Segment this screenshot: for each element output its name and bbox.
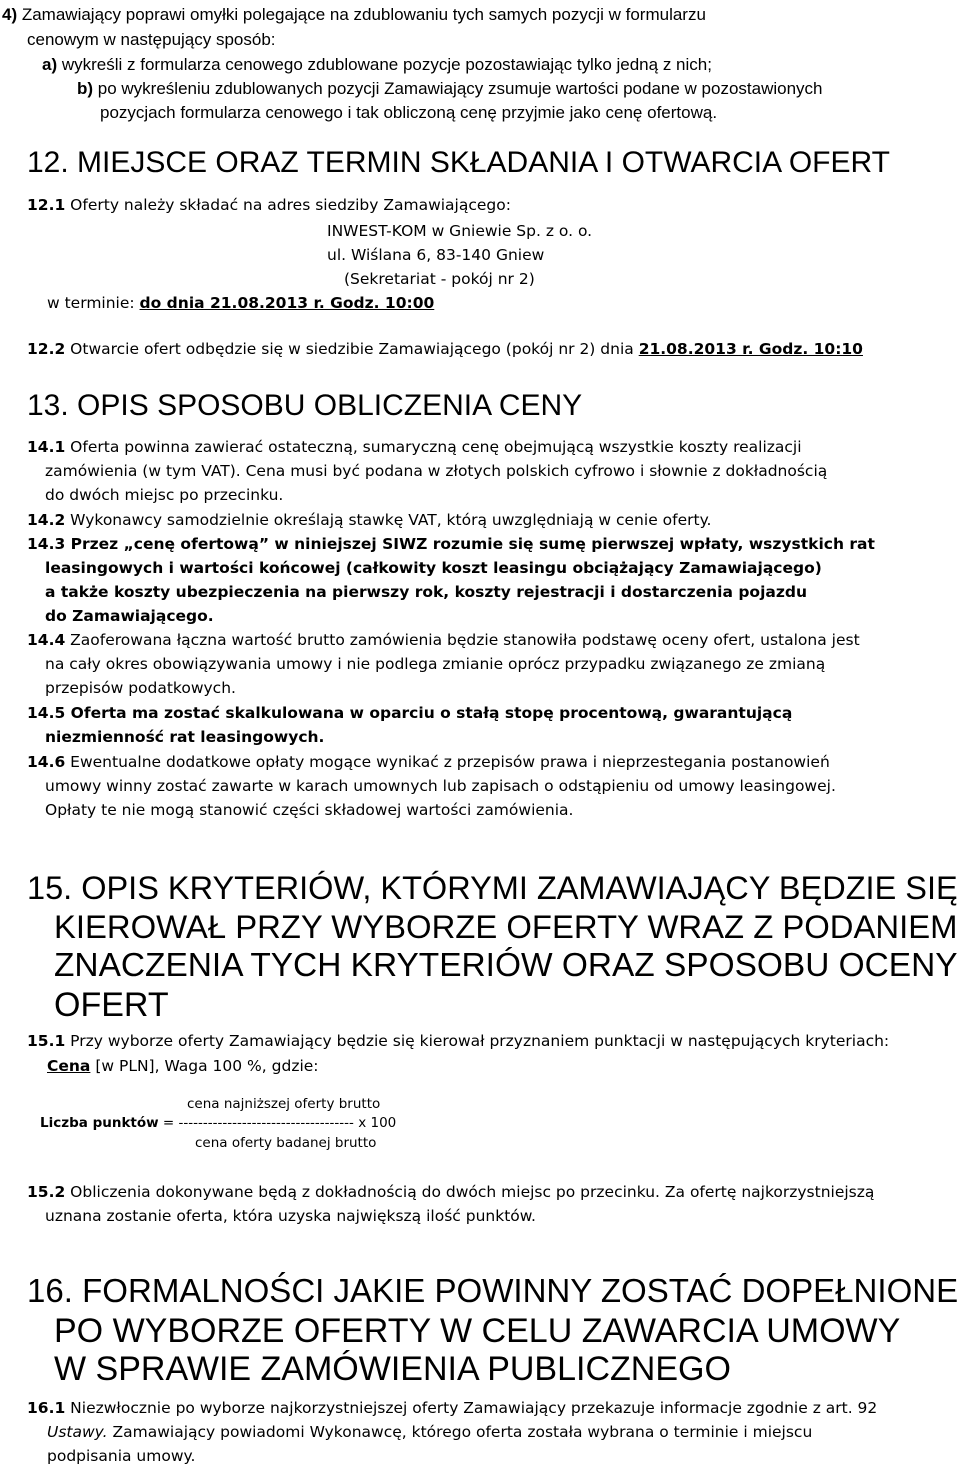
point-4-line2: cenowym w następujący sposób: [27,30,276,49]
formula-line [40,1117,396,1131]
para-14-2-text: Wykonawcy samodzielnie określają stawkę VAT, którą uwzględniają w cenie oferty. [65,511,712,529]
para-15-1-text: Przy wyborze oferty Zamawiający będzie się kierował przyznaniem punktacji w następujących kryteriach: [65,1032,890,1050]
para-15-2-number: 15.2 [27,1183,66,1201]
para-15-2-text: Obliczenia dokonywane będą z dokładnością do dwóch miejsc po przecinku. Za ofertę najkorzystniejszą [65,1183,875,1201]
formula-denominator: cena oferty badanej brutto [195,1135,377,1151]
formula-numerator: cena najniższej oferty brutto [187,1096,381,1112]
point-4a-text: wykreśli z formularza cenowego zdublowane pozycje pozostawiając tylko jedną z nich; [57,55,712,74]
para-15-2-line1 [27,1185,874,1201]
para-16-1-line2 [47,1425,812,1441]
para-14-5-line1 [27,706,792,722]
para-14-4-text: Zaoferowana łączna wartość brutto zamówienia będzie stanowiła podstawę oceny ofert, ustalona jest [65,631,860,649]
para-12-1-text: Oferty należy składać na adres siedziby Zamawiającego: [65,196,511,214]
para-16-1-text: Niezwłocznie po wyborze najkorzystniejszej oferty Zamawiający przekazuje informacje zgodnie z art. 92 [65,1399,878,1417]
point-4b-text: po wykreśleniu zdublowanych pozycji Zamawiający zsumuje wartości podane w pozostawionych [93,79,823,98]
para-16-1-number: 16.1 [27,1399,66,1417]
point-4b [77,80,823,97]
para-12-1 [27,198,511,214]
deadline-prefix: w terminie: [47,294,140,312]
para-14-3-line2: leasingowych i wartości końcowej (całkowity koszt leasingu obciążający Zamawiającego) [45,559,822,577]
point-4a-label: a) [42,55,58,74]
para-14-4-line2: na cały okres obowiązywania umowy i nie podlega zmianie oprócz przypadku związanego ze zmianą [45,655,826,673]
para-12-1-number: 12.1 [27,196,66,214]
address-line1: INWEST-KOM w Gniewie Sp. z o. o. [327,222,593,240]
address-line3: (Sekretariat - pokój nr 2) [344,270,535,288]
para-14-6-number: 14.6 [27,753,66,771]
deadline-line [47,296,434,312]
point-4-text: Zamawiający poprawi omyłki polegające na zdublowaniu tych samych pozycji w formularzu [17,5,706,24]
para-12-2-number: 12.2 [27,340,66,358]
para-14-5-text: Oferta ma zostać skalkulowana w oparciu o stałą stopę procentową, gwarantującą [65,704,793,722]
para-16-1-line2-text: Zamawiający powiadomi Wykonawcę, którego oferta została wybrana o terminie i miejscu [107,1423,813,1441]
para-14-4-line3: przepisów podatkowych. [45,679,236,697]
section-13-heading: 13. OPIS SPOSOBU OBLICZENIA CENY [27,389,583,422]
para-14-3-number: 14.3 [27,535,66,553]
formula-label: Liczba punktów [40,1115,159,1131]
point-4b-cont: pozycjach formularza cenowego i tak obliczoną cenę przyjmie jako cenę ofertową. [100,103,718,122]
para-14-3-line4: do Zamawiającego. [45,607,214,625]
section-15-heading-line4: OFERT [54,986,169,1024]
para-16-1-line3: podpisania umowy. [47,1447,196,1465]
law-reference: Ustawy. [47,1423,108,1441]
para-14-2 [27,513,711,529]
address-line2: ul. Wiślana 6, 83-140 Gniew [327,246,545,264]
para-14-6-line2: umowy winny zostać zawarte w karach umownych lub zapisach o odstąpieniu od umowy leasingowej. [45,777,836,795]
criterion-name: Cena [47,1057,91,1075]
formula-equation: = ------------------------------------ x 100 [158,1115,397,1131]
para-14-5-line2: niezmienność rat leasingowych. [45,728,325,746]
criterion-details: [w PLN], Waga 100 %, gdzie: [90,1057,319,1075]
para-14-1-line3: do dwóch miejsc po przecinku. [45,486,284,504]
para-15-1-number: 15.1 [27,1032,66,1050]
para-14-6-line3: Opłaty te nie mogą stanowić części składowej wartości zamówienia. [45,801,574,819]
section-15-heading-line3: ZNACZENIA TYCH KRYTERIÓW ORAZ SPOSOBU OCENY [54,947,958,984]
para-14-2-number: 14.2 [27,511,66,529]
para-14-5-number: 14.5 [27,704,66,722]
para-14-6-line1 [27,755,830,771]
opening-date: 21.08.2013 r. Godz. 10:10 [638,340,863,358]
section-16-heading-line3: W SPRAWIE ZAMÓWIENIA PUBLICZNEGO [54,1350,731,1388]
point-4-number: 4) [2,5,18,24]
para-16-1-line1 [27,1401,877,1417]
para-14-3-line1 [27,537,875,553]
para-14-4-number: 14.4 [27,631,66,649]
para-12-2-text: Otwarcie ofert odbędzie się w siedzibie Zamawiającego (pokój nr 2) dnia [65,340,639,358]
para-14-4-line1 [27,633,860,649]
para-14-1-text: Oferta powinna zawierać ostateczną, sumaryczną cenę obejmującą wszystkie koszty realizacji [65,438,802,456]
para-14-1-line2: zamówienia (w tym VAT). Cena musi być podana w złotych polskich cyfrowo i słownie z dokładnością [45,462,828,480]
para-14-3-text: Przez „cenę ofertową” w niniejszej SIWZ rozumie się sumę pierwszej wpłaty, wszystkich rat [65,535,875,553]
para-15-2-line2: uznana zostanie oferta, która uzyska największą ilość punktów. [45,1207,536,1225]
para-12-2 [27,342,863,358]
para-14-3-line3: a także koszty ubezpieczenia na pierwszy rok, koszty rejestracji i dostarczenia pojazdu [45,583,807,601]
para-15-1 [27,1034,889,1050]
point-4a [42,56,712,73]
section-16-heading-line1: 16. FORMALNOŚCI JAKIE POWINNY ZOSTAĆ DOPEŁNIONE [27,1273,959,1310]
criterion-line [47,1059,319,1075]
section-15-heading-line2: KIEROWAŁ PRZY WYBORZE OFERTY WRAZ Z PODANIEM [54,908,958,945]
para-14-1-number: 14.1 [27,438,66,456]
section-15-heading-line1: 15. OPIS KRYTERIÓW, KTÓRYMI ZAMAWIAJĄCY BĘDZIE SIĘ [27,870,958,906]
deadline-date: do dnia 21.08.2013 r. Godz. 10:00 [139,294,435,312]
section-12-heading: 12. MIEJSCE ORAZ TERMIN SKŁADANIA I OTWARCIA OFERT [27,146,890,179]
para-14-6-text: Ewentualne dodatkowe opłaty mogące wynikać z przepisów prawa i nieprzestegania postanowień [65,753,830,771]
point-4b-label: b) [77,79,94,98]
para-14-1-line1 [27,440,802,456]
point-4-line1 [2,6,706,23]
section-16-heading-line2: PO WYBORZE OFERTY W CELU ZAWARCIA UMOWY [54,1312,901,1350]
